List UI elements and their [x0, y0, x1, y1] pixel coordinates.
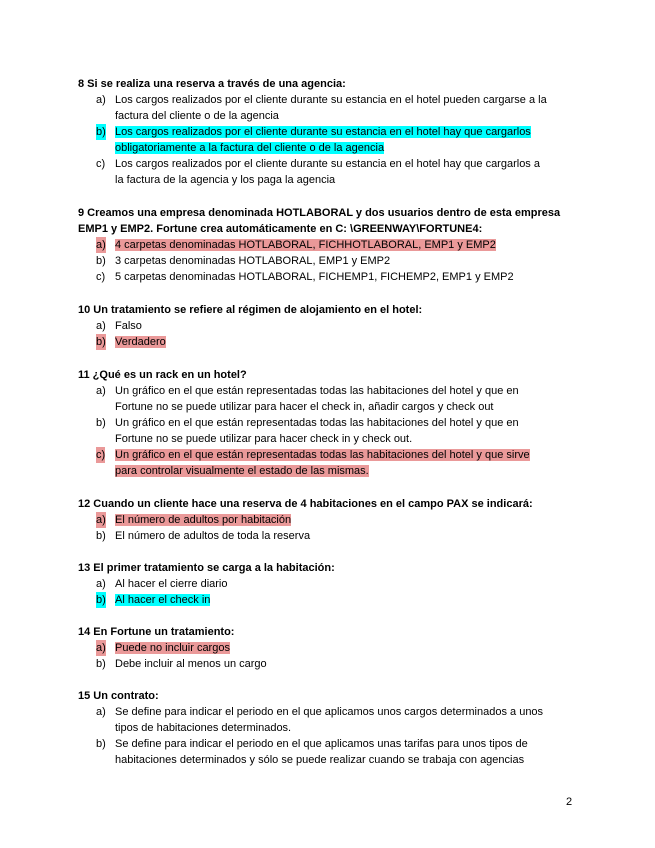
option-c: c) Los cargos realizados por el cliente durante su estancia en el hotel hay que cargarlos a la factura de la agencia y los paga la agencia	[96, 158, 540, 186]
option-line: Los cargos realizados por el cliente durante su estancia en el hotel hay que cargarlos	[115, 126, 531, 138]
page-number: 2	[566, 796, 573, 808]
option-b: b) Verdadero	[96, 336, 166, 348]
option-b: b) 3 carpetas denominadas HOTLABORAL, EMP1 y EMP2	[96, 255, 391, 267]
option-line: Fortune no se puede utilizar para hacer el check in, añadir cargos y check out	[115, 401, 494, 413]
question-title: 11 ¿Qué es un rack en un hotel?	[78, 369, 247, 381]
option-line: tipos de habitaciones determinados.	[115, 722, 292, 734]
question-15	[78, 688, 583, 768]
question-8	[78, 76, 583, 188]
option-a: a) El número de adultos por habitación	[96, 514, 292, 526]
option-line: la factura de la agencia y los paga la agencia	[115, 174, 336, 186]
option-line: Al hacer el cierre diario	[115, 578, 228, 590]
option-line: El número de adultos por habitación	[115, 514, 292, 526]
option-line: Fortune no se puede utilizar para hacer check in y check out.	[115, 433, 413, 445]
option-line: 5 carpetas denominadas HOTLABORAL, FICHEMP1, FICHEMP2, EMP1 y EMP2	[115, 271, 514, 283]
question-title: 14 En Fortune un tratamiento:	[78, 626, 235, 638]
question-10	[78, 302, 583, 350]
option-line: Falso	[115, 320, 142, 332]
option-line: habitaciones determinados y sólo se puede realizar cuando se trabaja con agencias	[115, 754, 525, 766]
option-c: c) 5 carpetas denominadas HOTLABORAL, FICHEMP1, FICHEMP2, EMP1 y EMP2	[96, 271, 514, 283]
option-line: para controlar visualmente el estado de las mismas.	[115, 465, 369, 477]
option-a: a) 4 carpetas denominadas HOTLABORAL, FICHHOTLABORAL, EMP1 y EMP2	[96, 239, 496, 251]
option-b: b) Los cargos realizados por el cliente durante su estancia en el hotel hay que cargarlos obligatoriamente a la factura del cliente o de la agencia	[96, 126, 531, 154]
option-a: a) Falso	[96, 320, 142, 332]
question-14	[78, 624, 583, 672]
question-title: 15 Un contrato:	[78, 690, 159, 702]
option-line: 3 carpetas denominadas HOTLABORAL, EMP1 y EMP2	[115, 255, 391, 267]
option-b: b) Se define para indicar el periodo en el que aplicamos unas tarifas para unos tipos de habitaciones determinados y sólo se puede realizar cuando se trabaja con agencias	[96, 738, 528, 766]
option-line: Un gráfico en el que están representadas todas las habitaciones del hotel y que sirve	[115, 449, 530, 461]
option-line: Puede no incluir cargos	[115, 642, 230, 654]
option-line: Un gráfico en el que están representadas todas las habitaciones del hotel y que en	[115, 417, 519, 429]
question-title: 8 Si se realiza una reserva a través de una agencia:	[78, 78, 346, 90]
option-line: Los cargos realizados por el cliente durante su estancia en el hotel pueden cargarse a la	[115, 94, 547, 106]
question-12	[78, 496, 583, 544]
option-line: 4 carpetas denominadas HOTLABORAL, FICHHOTLABORAL, EMP1 y EMP2	[115, 239, 496, 251]
question-title: 10 Un tratamiento se refiere al régimen de alojamiento en el hotel:	[78, 304, 423, 316]
option-line: Debe incluir al menos un cargo	[115, 658, 267, 670]
option-line: Se define para indicar el periodo en el que aplicamos unos cargos determinados a unos	[115, 706, 544, 718]
option-a: a) Puede no incluir cargos	[96, 642, 230, 654]
question-title: 12 Cuando un cliente hace una reserva de 4 habitaciones en el campo PAX se indicará:	[78, 498, 533, 510]
question-13	[78, 560, 583, 608]
option-line: obligatoriamente a la factura del cliente o de la agencia	[115, 142, 385, 154]
option-line: Se define para indicar el periodo en el que aplicamos unas tarifas para unos tipos de	[115, 738, 528, 750]
question-11	[78, 367, 583, 479]
option-a: a) Se define para indicar el periodo en el que aplicamos unos cargos determinados a unos tipos de habitaciones determinados.	[96, 706, 544, 734]
option-line: El número de adultos de toda la reserva	[115, 530, 311, 542]
option-line: Al hacer el check in	[115, 594, 211, 606]
option-line: factura del cliente o de la agencia	[115, 110, 279, 122]
option-line: Los cargos realizados por el cliente durante su estancia en el hotel hay que cargarlos a	[115, 158, 540, 170]
option-line: Verdadero	[115, 336, 166, 348]
option-b: b) Debe incluir al menos un cargo	[96, 658, 267, 670]
option-line: Un gráfico en el que están representadas todas las habitaciones del hotel y que en	[115, 385, 519, 397]
option-a: a) Un gráfico en el que están representadas todas las habitaciones del hotel y que en Fortune no se puede utilizar para hacer el check in, añadir cargos y check out	[96, 385, 519, 413]
question-title: 13 El primer tratamiento se carga a la habitación:	[78, 562, 335, 574]
option-a: a) Al hacer el cierre diario	[96, 578, 228, 590]
option-b: b) Un gráfico en el que están representadas todas las habitaciones del hotel y que en Fortune no se puede utilizar para hacer check in y check out.	[96, 417, 519, 445]
question-9	[78, 205, 583, 285]
option-a: a) Los cargos realizados por el cliente durante su estancia en el hotel pueden cargarse a la factura del cliente o de la agencia	[96, 94, 547, 122]
question-title: 9 Creamos una empresa denominada HOTLABORAL y dos usuarios dentro de esta empresa EMP1 y EMP2. Fortune crea automáticamente en C: \GREENWAY\FORTUNE4:	[78, 207, 561, 235]
option-c: c) Un gráfico en el que están representadas todas las habitaciones del hotel y que sirve para controlar visualmente el estado de las mismas.	[96, 449, 530, 477]
option-b: b) Al hacer el check in	[96, 594, 211, 606]
option-b: b) El número de adultos de toda la reserva	[96, 530, 311, 542]
